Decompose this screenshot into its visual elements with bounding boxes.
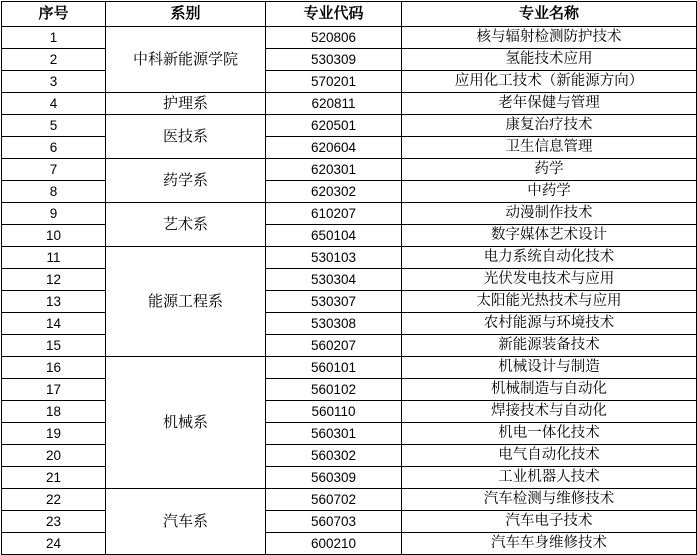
cell-sequence: 11	[2, 247, 106, 269]
cell-sequence: 6	[2, 137, 106, 159]
cell-department: 能源工程系	[106, 247, 266, 357]
cell-sequence: 10	[2, 225, 106, 247]
cell-major-code: 530308	[266, 313, 402, 335]
cell-department: 中科新能源学院	[106, 27, 266, 93]
cell-major-name: 新能源装备技术	[402, 335, 697, 357]
cell-sequence: 14	[2, 313, 106, 335]
cell-sequence: 1	[2, 27, 106, 49]
table-header	[2, 2, 697, 27]
cell-sequence: 9	[2, 203, 106, 225]
cell-sequence: 4	[2, 93, 106, 115]
cell-major-name: 电力系统自动化技术	[402, 247, 697, 269]
cell-department: 机械系	[106, 357, 266, 489]
cell-major-code: 620501	[266, 115, 402, 137]
cell-major-name: 中药学	[402, 181, 697, 203]
cell-major-code: 560302	[266, 445, 402, 467]
cell-major-code: 650104	[266, 225, 402, 247]
cell-major-code: 560703	[266, 511, 402, 533]
table-row	[2, 93, 697, 115]
cell-major-name: 核与辐射检测防护技术	[402, 27, 697, 49]
cell-department: 护理系	[106, 93, 266, 115]
cell-major-name: 农村能源与环境技术	[402, 313, 697, 335]
cell-department: 医技系	[106, 115, 266, 159]
cell-sequence: 7	[2, 159, 106, 181]
cell-major-name: 汽车电子技术	[402, 511, 697, 533]
cell-major-name: 汽车车身维修技术	[402, 533, 697, 555]
table-row	[2, 203, 697, 225]
cell-sequence: 16	[2, 357, 106, 379]
cell-major-name: 动漫制作技术	[402, 203, 697, 225]
cell-major-name: 卫生信息管理	[402, 137, 697, 159]
cell-sequence: 12	[2, 269, 106, 291]
cell-major-name: 药学	[402, 159, 697, 181]
cell-sequence: 15	[2, 335, 106, 357]
column-header-department: 系别	[106, 2, 266, 27]
cell-major-code: 560102	[266, 379, 402, 401]
column-header-major-code: 专业代码	[266, 2, 402, 27]
cell-major-name: 工业机器人技术	[402, 467, 697, 489]
cell-major-code: 560207	[266, 335, 402, 357]
cell-sequence: 3	[2, 71, 106, 93]
cell-sequence: 21	[2, 467, 106, 489]
cell-major-code: 560110	[266, 401, 402, 423]
cell-department: 艺术系	[106, 203, 266, 247]
table-row	[2, 27, 697, 49]
cell-major-name: 机械制造与自动化	[402, 379, 697, 401]
table-header-row	[2, 2, 697, 27]
cell-major-code: 560101	[266, 357, 402, 379]
cell-major-code: 530307	[266, 291, 402, 313]
cell-sequence: 19	[2, 423, 106, 445]
cell-sequence: 2	[2, 49, 106, 71]
cell-major-name: 光伏发电技术与应用	[402, 269, 697, 291]
cell-sequence: 24	[2, 533, 106, 555]
cell-major-name: 康复治疗技术	[402, 115, 697, 137]
cell-major-name: 电气自动化技术	[402, 445, 697, 467]
cell-sequence: 13	[2, 291, 106, 313]
cell-major-name: 汽车检测与维修技术	[402, 489, 697, 511]
cell-major-name: 数字媒体艺术设计	[402, 225, 697, 247]
cell-sequence: 5	[2, 115, 106, 137]
cell-major-name: 氢能技术应用	[402, 49, 697, 71]
cell-major-code: 610207	[266, 203, 402, 225]
cell-major-code: 560702	[266, 489, 402, 511]
table-body	[2, 27, 697, 555]
cell-major-code: 560309	[266, 467, 402, 489]
cell-sequence: 22	[2, 489, 106, 511]
cell-sequence: 20	[2, 445, 106, 467]
cell-major-code: 530309	[266, 49, 402, 71]
table-row	[2, 115, 697, 137]
table-row	[2, 357, 697, 379]
cell-major-name: 焊接技术与自动化	[402, 401, 697, 423]
cell-department: 汽车系	[106, 489, 266, 555]
cell-major-code: 520806	[266, 27, 402, 49]
cell-department: 药学系	[106, 159, 266, 203]
cell-sequence: 17	[2, 379, 106, 401]
major-list-table	[1, 1, 697, 555]
cell-major-name: 应用化工技术（新能源方向）	[402, 71, 697, 93]
cell-major-name: 机械设计与制造	[402, 357, 697, 379]
cell-major-code: 620301	[266, 159, 402, 181]
column-header-major-name: 专业名称	[402, 2, 697, 27]
cell-major-code: 620604	[266, 137, 402, 159]
cell-major-code: 600210	[266, 533, 402, 555]
cell-major-code: 560301	[266, 423, 402, 445]
cell-major-code: 530103	[266, 247, 402, 269]
cell-sequence: 23	[2, 511, 106, 533]
cell-major-name: 老年保健与管理	[402, 93, 697, 115]
cell-sequence: 18	[2, 401, 106, 423]
cell-major-code: 530304	[266, 269, 402, 291]
cell-major-name: 机电一体化技术	[402, 423, 697, 445]
cell-major-code: 570201	[266, 71, 402, 93]
table-row	[2, 489, 697, 511]
column-header-sequence: 序号	[2, 2, 106, 27]
table-row	[2, 247, 697, 269]
cell-major-name: 太阳能光热技术与应用	[402, 291, 697, 313]
cell-major-code: 620811	[266, 93, 402, 115]
cell-major-code: 620302	[266, 181, 402, 203]
cell-sequence: 8	[2, 181, 106, 203]
table-row	[2, 159, 697, 181]
